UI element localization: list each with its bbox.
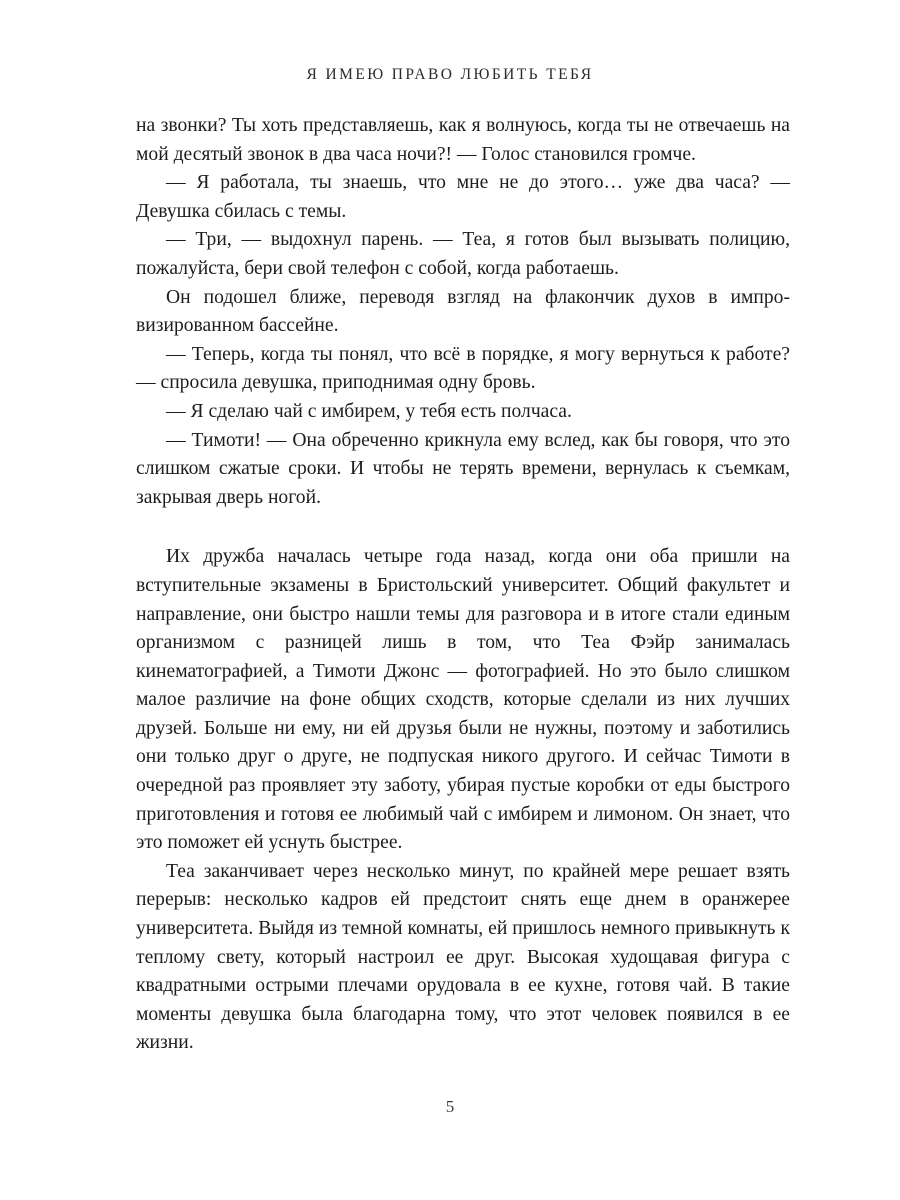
section-break	[136, 512, 790, 543]
narrative-paragraph: Теа заканчивает через несколько минут, по крайней мере решает взять перерыв: несколько кадров ей предстоит снять еще днем в оранжерее университета. Выйдя из темной комнаты, ей пришлось немного привыкнуть к теплому свету, который настроил ее друг. Высокая худощавая фигура с квадратными острыми плечами орудовала в ее кухне, готовя чай. В такие моменты девушка была благодарна тому, что этот человек появился в ее жизни.	[136, 860, 790, 1054]
dialogue-line: — Я сделаю чай с имбирем, у тебя есть полчаса.	[166, 400, 572, 422]
dialogue-line: — Теперь, когда ты понял, что всё в порядке, я могу вернуться к работе? — спросила девушка, приподнимая одну бровь.	[136, 343, 790, 394]
dialogue-line: — Я работала, ты знаешь, что мне не до этого… уже два часа? — Девушка сбилась с темы.	[136, 172, 790, 222]
running-head: Я ИМЕЮ ПРАВО ЛЮБИТЬ ТЕБЯ	[306, 66, 594, 83]
body-text-block	[136, 112, 790, 1058]
page-number: 5	[445, 1097, 455, 1116]
narrative-paragraph: Их дружба началась четыре года назад, когда они оба пришли на вступительные экзамены в Бристольский университет. Общий факультет и направление, они быстро нашли темы для разговора и в итоге стали единым организмом с разницей лишь в том, что Теа Фэйр занималась кинематографией, а Тимоти Джонс — фотографией. Но это было слишком малое различие на фоне общих сходств, которые сделали из них лучших друзей. Больше ни ему, ни ей друзья были не нужны, поэтому и заботились они только друг о друге, не подпуская никого другого. И сейчас Тимоти в очередной раз проявляет эту заботу, убирая пустые коробки от еды быстрого приготовления и готовя ее любимый чай с имбирем и лимоном. Он знает, что это поможет ей уснуть быстрее.	[136, 546, 790, 854]
dialogue-line: — Тимоти! — Она обреченно крикнула ему вслед, как бы говоря, что это слишком сжатые сроки. И чтобы не терять времени, вернулась к съемкам, закрывая дверь ногой.	[136, 429, 790, 508]
narrative-paragraph: Он подошел ближе, переводя взгляд на флакончик духов в импровизированном бассейне.	[136, 286, 790, 337]
paragraph-continued: на звонки? Ты хоть представляешь, как я волнуюсь, когда ты не отвечаешь на мой десятый звонок в два часа ночи?! — Голос становился громче.	[136, 115, 790, 165]
dialogue-line: — Три, — выдохнул парень. — Теа, я готов был вызывать полицию, пожалуйста, бери свой телефон с собой, когда работаешь.	[136, 229, 790, 279]
